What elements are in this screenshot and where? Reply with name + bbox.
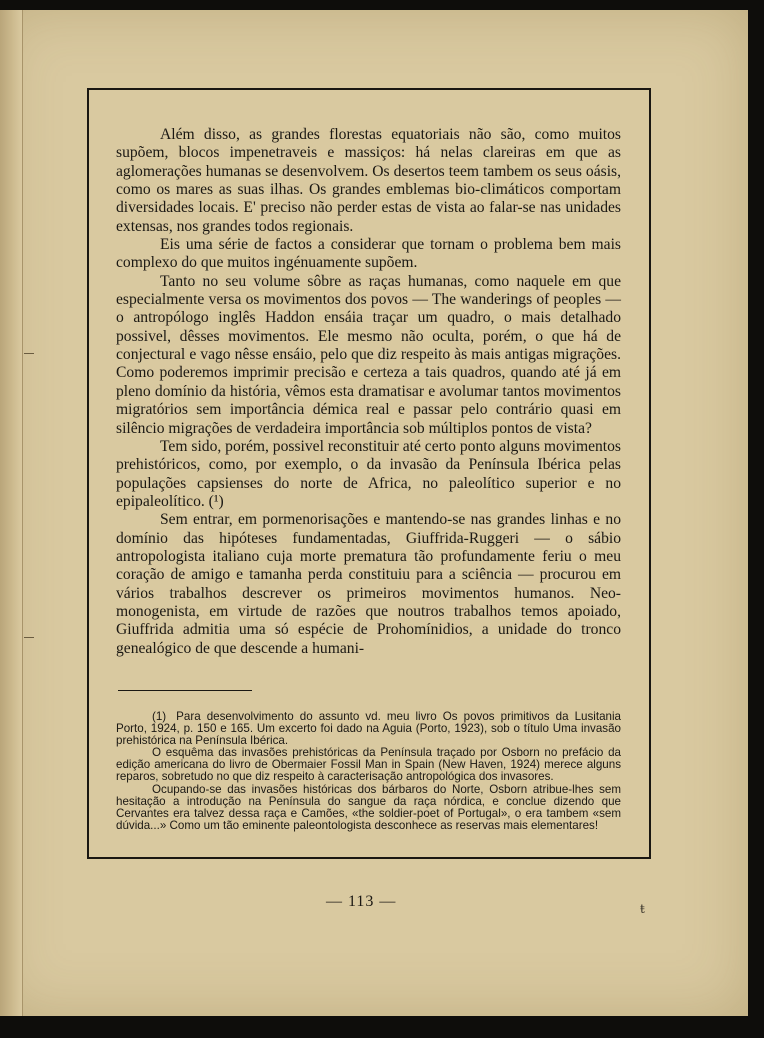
footnote-separator <box>118 690 252 691</box>
footnote <box>116 711 621 747</box>
page-spine <box>0 10 23 1016</box>
footnote: Ocupando-se das invasões históricas dos bárbaros do Norte, Osborn atribue-lhes sem hesitação a introdução na Península do sangue da raça nórdica, e conclue dizendo que Cervantes era talvez dessa raça e Camões, «the soldier-poet of Portugal», o era tambem «sem dúvida...» Como um tão eminente paleontologista desconhece as reservas mais elementares! <box>116 782 621 832</box>
page-number: — 113 — <box>326 893 397 910</box>
footnote-text: Para desenvolvimento do assunto vd. meu livro Os povos primitivos da Lusitania Porto, 1924, p. 150 e 165. Um excerto foi dado na Aguia (Porto, 1923), sob o título Uma invasão prehistórica na Península Ibérica. <box>116 710 621 748</box>
paragraph: Além disso, as grandes florestas equatoriais não são, como muitos supõem, blocos impenetraveis e massiços: há nelas clareiras em que as aglomerações humanas se desenvolvem. Os desertos teem tambem os seus oásis, como os mares as suas ilhas. Os grandes emblemas bio-climáticos comportam diversidades locais. E' preciso não perder estas de vista ao falar-se nas unidades extensas, nos grandes todos regionais. <box>116 126 621 235</box>
footnote: O esquêma das invasões prehistóricas da Península traçado por Osborn no prefácio da edição americana do livro de Obermaier Fossil Man in Spain (New Haven, 1924) merece alguns reparos, sobretudo no que diz respeito à caracterisação antropológica dos invasores. <box>116 746 621 784</box>
paragraph: Tem sido, porém, possivel reconstituir até certo ponto alguns movimentos prehistóricos, como, por exemplo, o da invasão da Península Ibérica pelas populações capsienses do norte de Africa, no paleolítico superior e no epipaleolítico. (¹) <box>116 437 622 510</box>
paragraph: Tanto no seu volume sôbre as raças humanas, como naquele em que especialmente versa os movimentos dos povos — The wanderings of peoples — o antropólogo inglês Haddon ensáia traçar um quadro, o mais detalhado possivel, dêsses movimentos. Ele mesmo não oculta, porém, o que há de conjectural e vago nêsse ensáio, pelo que diz respeito às mais antigas migrações. Como poderemos imprimir precisão e certeza a tais quadros, quando até já em pleno domínio da história, vêmos esta dramatisar e avolumar tantos movimentos migratórios sem importância démica real e passar pelo contrário quasi em silêncio migrações de verdadeira importância sob múltiplos pontos de vista? <box>116 272 621 437</box>
margin-tick <box>24 353 34 354</box>
body-text <box>116 126 621 658</box>
paragraph: Eis uma série de factos a considerar que tornam o problema bem mais complexo do que muitos ingénuamente supõem. <box>116 236 621 272</box>
footnote-marker: (1) <box>152 710 167 723</box>
footnotes <box>116 711 621 832</box>
margin-mark: ŧ <box>640 902 645 916</box>
paragraph: Sem entrar, em pormenorisações e mantendo-se nas grandes linhas e no domínio das hipóteses fundamentadas, Giuffrida-Ruggeri — o sábio antropologista italiano cuja morte prematura tão profundamente feriu o meu coração de amigo e tamanha perda constituiu para a sciência — procurou em vários trabalhos descrever os primeiros movimentos humanos. Neo-monogenista, em virtude de razões que noutros trabalhos temos apoiado, Giuffrida admitia uma só espécie de Prohomínidios, a unidade do tronco genealógico de que descende a humani- <box>116 511 621 657</box>
margin-tick <box>24 637 34 638</box>
